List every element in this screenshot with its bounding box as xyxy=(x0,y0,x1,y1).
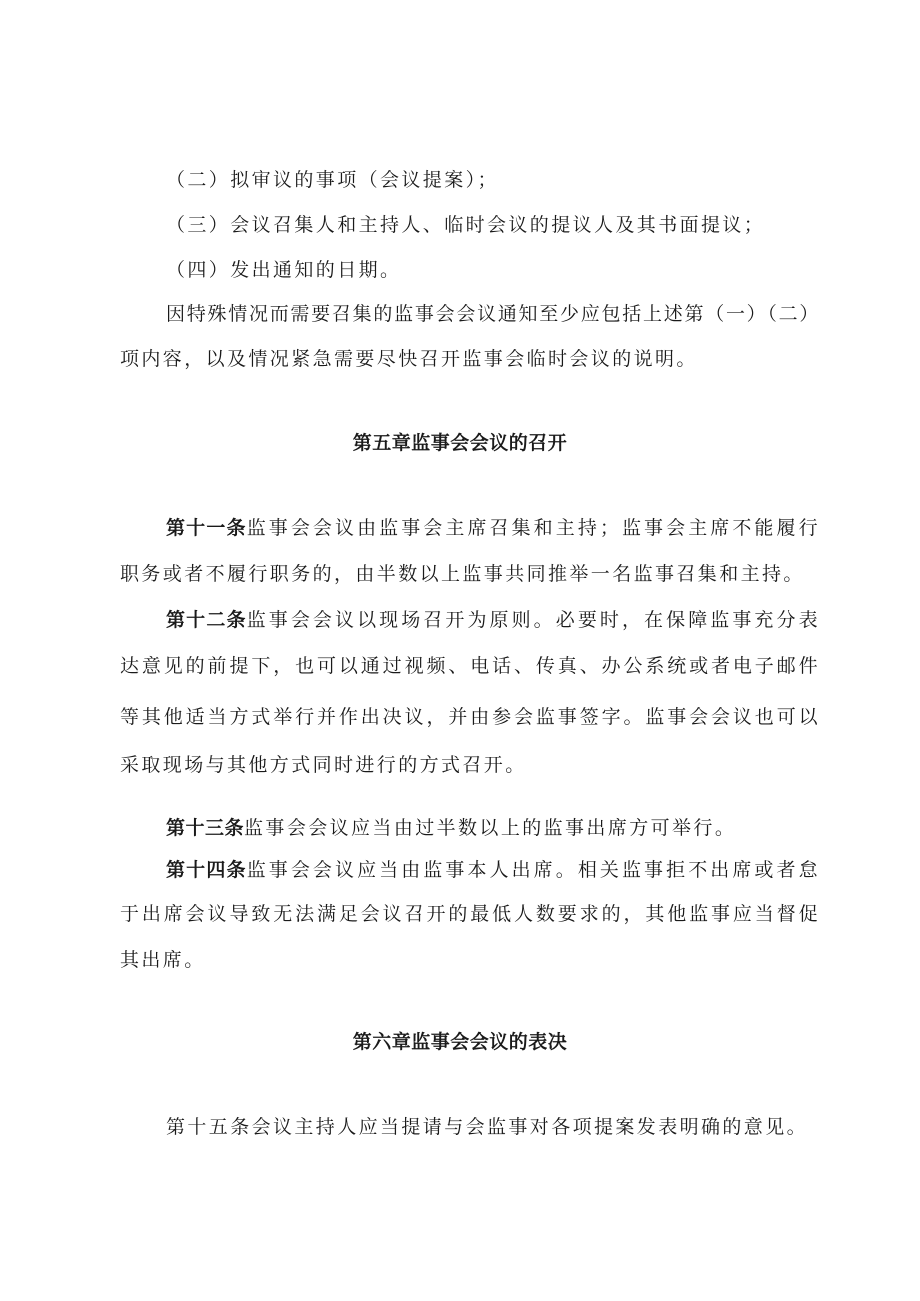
article-12-label: 第十二条 xyxy=(166,609,247,631)
article-12-line-2: 达意见的前提下，也可以通过视频、电话、传真、办公系统或者电子邮件 xyxy=(120,655,820,677)
article-11-label: 第十一条 xyxy=(166,517,247,539)
article-12-text: 监事会会议以现场召开为原则。必要时，在保障监事充分表 xyxy=(246,609,820,631)
chapter-6-title: 第六章监事会会议的表决 xyxy=(352,1031,568,1053)
article-12-line-1 xyxy=(166,606,820,634)
article-11-text: 监事会会议由监事会主席召集和主持；监事会主席不能履行 xyxy=(246,517,820,539)
article-13-label: 第十三条 xyxy=(166,817,245,839)
article-11-line-1 xyxy=(166,514,820,542)
article-14-text: 监事会会议应当由监事本人出席。相关监事拒不出席或者怠 xyxy=(246,859,820,881)
item-2: （二）拟审议的事项（会议提案）； xyxy=(166,169,499,191)
item-4: （四）发出通知的日期。 xyxy=(166,259,402,281)
article-14-label: 第十四条 xyxy=(166,859,247,881)
article-12-line-4: 采取现场与其他方式同时进行的方式召开。 xyxy=(120,754,527,776)
article-14-line-3: 其出席。 xyxy=(120,949,206,971)
article-11-line-2: 职务或者不履行职务的，由半数以上监事共同推举一名监事召集和主持。 xyxy=(120,563,805,585)
item-3: （三）会议召集人和主持人、临时会议的提议人及其书面提议； xyxy=(166,214,766,236)
article-14-line-1 xyxy=(166,856,820,884)
chapter-5-title: 第五章监事会会议的召开 xyxy=(352,432,568,454)
article-15-line-1: 第十五条会议主持人应当提请与会监事对各项提案发表明确的意见。 xyxy=(166,1116,809,1138)
article-13-line-1 xyxy=(166,814,820,842)
special-notice-line-2: 项内容，以及情况紧急需要尽快召开监事会临时会议的说明。 xyxy=(120,348,698,370)
article-12-line-3: 等其他适当方式举行并作出决议，并由参会监事签字。监事会会议也可以 xyxy=(120,706,820,728)
article-14-line-2: 于出席会议导致无法满足会议召开的最低人数要求的，其他监事应当督促 xyxy=(120,903,820,925)
special-notice-line-1: 因特殊情况而需要召集的监事会会议通知至少应包括上述第（一）（二） xyxy=(166,303,820,325)
article-13-text: 监事会会议应当由过半数以上的监事出席方可举行。 xyxy=(244,817,737,839)
